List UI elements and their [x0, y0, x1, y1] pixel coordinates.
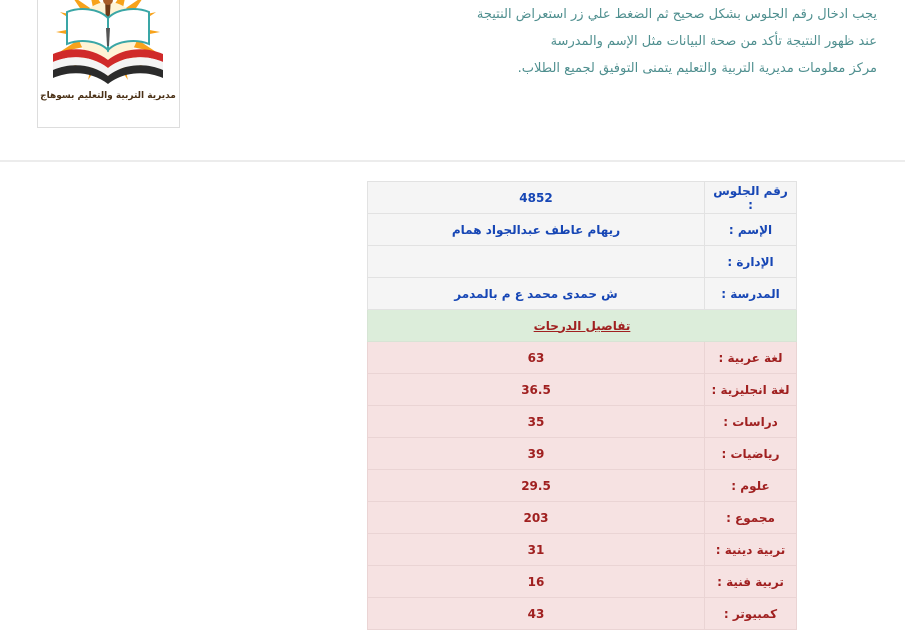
total-grade-row	[368, 502, 797, 534]
row-value: 29.5	[368, 470, 705, 502]
instruction-line: عند ظهور النتيجة تأكد من صحة البيانات مثل الإسم والمدرسة	[550, 34, 877, 49]
instruction-line: يجب ادخال رقم الجلوس بشكل صحيح ثم الضغط علي زر استعراض النتيجة	[476, 7, 877, 22]
directorate-emblem-icon	[40, 0, 176, 122]
row-label: كمبيوتر :	[705, 598, 797, 630]
row-value: 4852	[368, 182, 705, 214]
row-value: ريهام عاطف عبدالجواد همام	[368, 214, 705, 246]
school-row	[368, 278, 797, 310]
row-value: 43	[368, 598, 705, 630]
row-label: لغة عربية :	[705, 342, 797, 374]
row-value: 35	[368, 406, 705, 438]
math-grade-row	[368, 438, 797, 470]
instruction-line: مركز معلومات مديرية التربية والتعليم يتمنى التوفيق لجميع الطلاب.	[517, 61, 877, 76]
art-grade-row	[368, 566, 797, 598]
row-value: 63	[368, 342, 705, 374]
row-label: علوم :	[705, 470, 797, 502]
english-grade-row	[368, 374, 797, 406]
instructions-block	[477, 1, 877, 82]
row-label: رقم الجلوس :	[705, 182, 797, 214]
row-label: لغة انجليزية :	[705, 374, 797, 406]
logo-caption: مديرية التربية والتعليم بسوهاج	[40, 91, 176, 101]
row-value: 16	[368, 566, 705, 598]
row-label: الإسم :	[705, 214, 797, 246]
science-grade-row	[368, 470, 797, 502]
grades-section-header-row	[368, 310, 797, 342]
student-results-table	[367, 181, 797, 630]
school-directorate-logo-box	[37, 0, 180, 128]
administration-row	[368, 246, 797, 278]
row-label: دراسات :	[705, 406, 797, 438]
row-value: 39	[368, 438, 705, 470]
seat-number-row	[368, 182, 797, 214]
row-label: الإدارة :	[705, 246, 797, 278]
grades-details-link[interactable]: تفاصيل الدرجات	[533, 318, 631, 333]
row-value: 36.5	[368, 374, 705, 406]
social-studies-grade-row	[368, 406, 797, 438]
header-divider	[0, 160, 905, 162]
row-label: رياضيات :	[705, 438, 797, 470]
row-value: 203	[368, 502, 705, 534]
row-label: المدرسة :	[705, 278, 797, 310]
arabic-grade-row	[368, 342, 797, 374]
row-label: مجموع :	[705, 502, 797, 534]
religion-grade-row	[368, 534, 797, 566]
row-value: ش حمدى محمد ع م بالمدمر	[368, 278, 705, 310]
student-name-row	[368, 214, 797, 246]
row-value	[368, 246, 705, 278]
row-label: تربية دينية :	[705, 534, 797, 566]
row-label: تربية فنية :	[705, 566, 797, 598]
computer-grade-row	[368, 598, 797, 630]
row-value: 31	[368, 534, 705, 566]
